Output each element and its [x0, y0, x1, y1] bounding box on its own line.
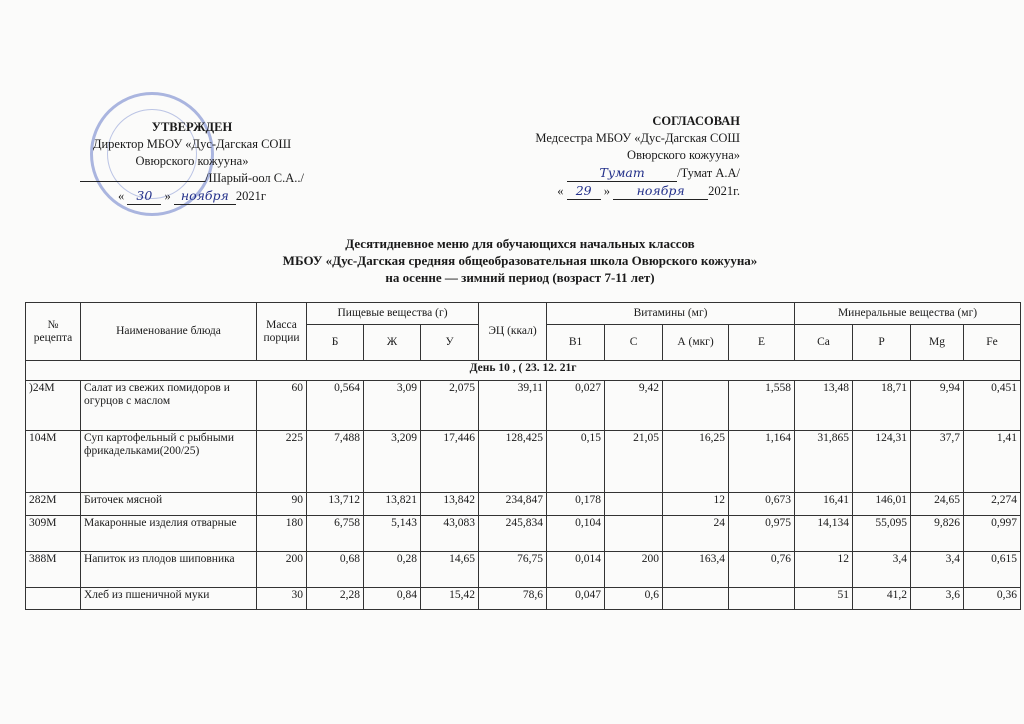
header-u: У — [421, 325, 479, 361]
cell-u: 2,075 — [421, 381, 479, 431]
cell-zh: 13,821 — [364, 493, 421, 516]
cell-b: 6,758 — [307, 516, 364, 552]
header-energy: ЭЦ (ккал) — [479, 303, 547, 361]
agreed-date-month: ноября — [613, 182, 708, 200]
cell-u: 14,65 — [421, 552, 479, 588]
cell-b: 0,564 — [307, 381, 364, 431]
document-title — [180, 235, 860, 286]
cell-mass: 90 — [257, 493, 307, 516]
cell-a: 24 — [663, 516, 729, 552]
title-line2: МБОУ «Дус-Дагская средняя общеобразовательная школа Овюрского кожууна» — [282, 253, 758, 268]
cell-p: 146,01 — [853, 493, 911, 516]
cell-c: 9,42 — [605, 381, 663, 431]
cell-name: Суп картофельный с рыбными фрикадельками(200/25) — [81, 431, 257, 493]
signature-underline — [80, 181, 205, 182]
cell-ca: 14,134 — [795, 516, 853, 552]
cell-mg: 9,826 — [911, 516, 964, 552]
table-row — [26, 381, 1021, 431]
header-fe: Fe — [964, 325, 1021, 361]
cell-fe: 0,997 — [964, 516, 1021, 552]
cell-fe: 0,451 — [964, 381, 1021, 431]
table-row — [26, 552, 1021, 588]
cell-c — [605, 516, 663, 552]
agreed-date-year: 2021г. — [708, 184, 740, 198]
cell-c: 21,05 — [605, 431, 663, 493]
table-row — [26, 588, 1021, 610]
cell-energy: 78,6 — [479, 588, 547, 610]
cell-energy: 234,847 — [479, 493, 547, 516]
cell-mg: 9,94 — [911, 381, 964, 431]
cell-a — [663, 381, 729, 431]
agreed-date-day: 29 — [567, 182, 601, 200]
cell-b: 13,712 — [307, 493, 364, 516]
agreed-date — [470, 182, 740, 200]
header-mass: Масса порции — [257, 303, 307, 361]
cell-b1: 0,047 — [547, 588, 605, 610]
approved-date-year: 2021г — [235, 189, 266, 203]
approved-heading: УТВЕРЖДЕН — [151, 120, 233, 134]
agreed-line1: Медсестра МБОУ «Дус-Дагская СОШ — [535, 131, 740, 145]
cell-p: 18,71 — [853, 381, 911, 431]
agreed-line2: Овюрского кожууна» — [627, 148, 740, 162]
cell-zh: 0,28 — [364, 552, 421, 588]
cell-b1: 0,104 — [547, 516, 605, 552]
table-row — [26, 493, 1021, 516]
cell-u: 43,083 — [421, 516, 479, 552]
title-line3: на осенне — зимний период (возраст 7-11 лет) — [385, 270, 655, 285]
cell-ca: 12 — [795, 552, 853, 588]
approved-date — [62, 187, 322, 205]
title-line1: Десятидневное меню для обучающихся начальных классов — [345, 236, 695, 251]
cell-ca: 51 — [795, 588, 853, 610]
cell-p: 41,2 — [853, 588, 911, 610]
cell-name: Хлеб из пшеничной муки — [81, 588, 257, 610]
approved-signer: /Шарый-оол С.А../ — [204, 171, 305, 185]
cell-e: 1,164 — [729, 431, 795, 493]
cell-ca: 13,48 — [795, 381, 853, 431]
cell-u: 13,842 — [421, 493, 479, 516]
approved-signature-line — [62, 170, 322, 187]
cell-energy: 128,425 — [479, 431, 547, 493]
agreed-block — [470, 113, 740, 200]
cell-mass: 200 — [257, 552, 307, 588]
cell-p: 3,4 — [853, 552, 911, 588]
cell-mass: 225 — [257, 431, 307, 493]
approved-date-month: ноября — [174, 187, 236, 205]
approved-block — [62, 119, 322, 205]
cell-zh: 5,143 — [364, 516, 421, 552]
cell-e: 0,673 — [729, 493, 795, 516]
cell-recipe: 282М — [26, 493, 81, 516]
cell-recipe: )24М — [26, 381, 81, 431]
header-name: Наименование блюда — [81, 303, 257, 361]
cell-e: 0,76 — [729, 552, 795, 588]
header-e: Е — [729, 325, 795, 361]
agreed-heading: СОГЛАСОВАН — [652, 114, 740, 128]
cell-e: 1,558 — [729, 381, 795, 431]
cell-recipe: 309М — [26, 516, 81, 552]
header-mg: Mg — [911, 325, 964, 361]
date-quote-open: « — [557, 184, 564, 198]
cell-mg: 37,7 — [911, 431, 964, 493]
cell-energy: 76,75 — [479, 552, 547, 588]
header-minerals: Минеральные вещества (мг) — [795, 303, 1021, 325]
table-row — [26, 516, 1021, 552]
cell-a — [663, 588, 729, 610]
header-vitamins: Витамины (мг) — [547, 303, 795, 325]
cell-zh: 3,209 — [364, 431, 421, 493]
cell-b: 0,68 — [307, 552, 364, 588]
cell-energy: 39,11 — [479, 381, 547, 431]
cell-c: 200 — [605, 552, 663, 588]
cell-name: Салат из свежих помидоров и огурцов с маслом — [81, 381, 257, 431]
approved-date-day: 30 — [127, 187, 161, 205]
cell-b: 2,28 — [307, 588, 364, 610]
header-b1: В1 — [547, 325, 605, 361]
header-a: А (мкг) — [663, 325, 729, 361]
cell-recipe: 388М — [26, 552, 81, 588]
cell-fe: 0,36 — [964, 588, 1021, 610]
header-p: Р — [853, 325, 911, 361]
cell-mass: 60 — [257, 381, 307, 431]
approved-line2: Овюрского кожууна» — [135, 154, 249, 168]
cell-zh: 3,09 — [364, 381, 421, 431]
date-quote-close: » — [164, 189, 171, 203]
cell-a: 163,4 — [663, 552, 729, 588]
cell-recipe — [26, 588, 81, 610]
cell-mass: 180 — [257, 516, 307, 552]
cell-zh: 0,84 — [364, 588, 421, 610]
cell-p: 55,095 — [853, 516, 911, 552]
cell-recipe: 104М — [26, 431, 81, 493]
cell-energy: 245,834 — [479, 516, 547, 552]
date-quote-close: » — [603, 184, 611, 198]
agreed-signature: Тумат — [567, 164, 677, 182]
cell-mg: 3,6 — [911, 588, 964, 610]
cell-a: 16,25 — [663, 431, 729, 493]
cell-mg: 3,4 — [911, 552, 964, 588]
header-b: Б — [307, 325, 364, 361]
date-quote-open: « — [117, 189, 125, 203]
cell-c: 0,6 — [605, 588, 663, 610]
cell-mg: 24,65 — [911, 493, 964, 516]
header-recipe: № рецепта — [26, 303, 81, 361]
cell-u: 15,42 — [421, 588, 479, 610]
cell-b1: 0,178 — [547, 493, 605, 516]
cell-b1: 0,014 — [547, 552, 605, 588]
cell-c — [605, 493, 663, 516]
cell-fe: 0,615 — [964, 552, 1021, 588]
header-c: С — [605, 325, 663, 361]
cell-p: 124,31 — [853, 431, 911, 493]
header-ca: Са — [795, 325, 853, 361]
table-row — [26, 431, 1021, 493]
header-nutrients: Пищевые вещества (г) — [307, 303, 479, 325]
cell-mass: 30 — [257, 588, 307, 610]
cell-ca: 16,41 — [795, 493, 853, 516]
cell-name: Макаронные изделия отварные — [81, 516, 257, 552]
cell-fe: 2,274 — [964, 493, 1021, 516]
cell-u: 17,446 — [421, 431, 479, 493]
menu-table — [25, 302, 1021, 610]
cell-fe: 1,41 — [964, 431, 1021, 493]
approved-line1: Директор МБОУ «Дус-Дагская СОШ — [92, 137, 292, 151]
cell-name: Биточек мясной — [81, 493, 257, 516]
agreed-signer: /Тумат А.А/ — [677, 166, 740, 180]
cell-e: 0,975 — [729, 516, 795, 552]
day-label: День 10 , ( 23. 12. 21г — [26, 361, 1021, 381]
cell-name: Напиток из плодов шиповника — [81, 552, 257, 588]
header-zh: Ж — [364, 325, 421, 361]
cell-a: 12 — [663, 493, 729, 516]
cell-b1: 0,027 — [547, 381, 605, 431]
cell-b: 7,488 — [307, 431, 364, 493]
agreed-signature-line — [470, 164, 740, 182]
cell-b1: 0,15 — [547, 431, 605, 493]
cell-ca: 31,865 — [795, 431, 853, 493]
cell-e — [729, 588, 795, 610]
